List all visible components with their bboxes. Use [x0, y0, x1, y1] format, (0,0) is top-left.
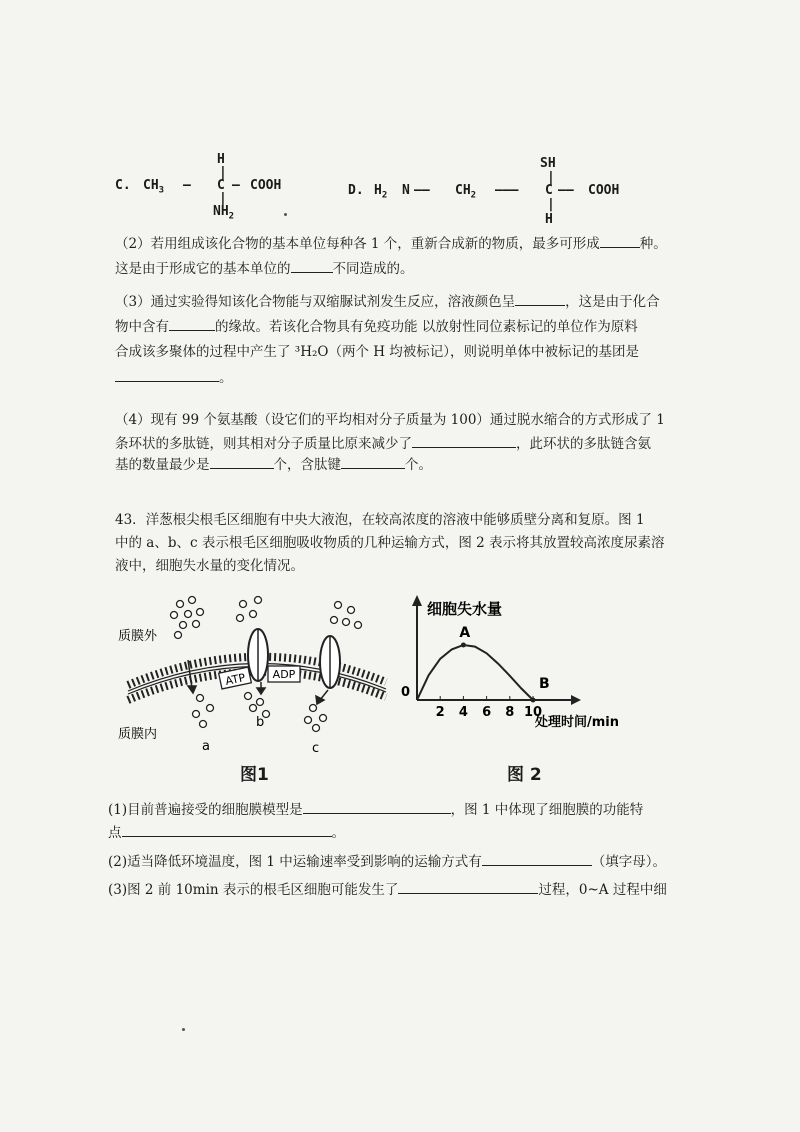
inside-label: 质膜内	[118, 727, 158, 742]
q2-line-2-end: 不同造成的。	[332, 261, 414, 277]
q4-blank-1[interactable]	[412, 434, 516, 448]
q43-line-2: 中的 a、b、c 表示根毛区细胞吸收物质的几种运输方式，图 2 表示将其放置较高浓度尿素溶	[115, 535, 665, 551]
option-d-ch2: $CH_2$	[455, 183, 477, 201]
option-d-top-group: SH	[540, 156, 556, 171]
sub-q2-text: (2)适当降低环境温度，图 1 中运输速率受到影响的运输方式有	[108, 854, 482, 870]
atp-box	[219, 667, 252, 689]
sub-q3-line	[108, 880, 667, 899]
sub-q3-text: (3)图 2 前 10min 表示的根毛区细胞可能发生了	[108, 882, 399, 898]
q2-line-1	[115, 234, 667, 253]
figure-1-membrane	[108, 590, 411, 765]
q2-line-2-text: 这是由于形成它的基本单位的	[115, 261, 291, 277]
figure-1-caption: 图1	[240, 765, 269, 785]
q4-line-2-text: 条环状的多肽链，则其相对分子质量比原来减少了	[115, 436, 412, 452]
option-c-left-group: $CH_3$	[143, 178, 165, 196]
option-d-bond-2: ———	[495, 183, 519, 198]
q4-line-3-end: 个。	[405, 457, 432, 473]
q4-line-2-end: ，此环状的多肽链含氨	[516, 436, 651, 452]
option-d-bond-1: ——	[414, 183, 430, 198]
x-tick-label-2: 2	[435, 705, 445, 720]
option-d-h2: $H_2$	[374, 183, 388, 201]
q3-line-4	[115, 368, 233, 387]
sub-q2-blank[interactable]	[482, 852, 592, 866]
outside-label: 质膜外	[118, 629, 158, 644]
scan-speck	[182, 1028, 185, 1031]
sub-q1-rest: ，图 1 中体现了细胞膜的功能特	[450, 802, 644, 818]
sub-q1-line-2-text: 点	[108, 825, 122, 841]
sub-q3-blank[interactable]	[398, 880, 538, 894]
x-axis-arrow	[571, 695, 581, 705]
option-c-top-atom: H	[217, 152, 225, 167]
q3-line-3: 合成该多聚体的过程中产生了 ³H₂O（两个 H 均被标记），则说明单体中被标记的基团是	[115, 344, 640, 360]
scan-speck	[284, 213, 287, 216]
option-d-bond-top: |	[547, 170, 555, 185]
option-c-bottom-group: $NH_2$	[213, 204, 235, 222]
q3-blank-2[interactable]	[169, 317, 215, 331]
q4-line-3	[115, 455, 432, 474]
sub-q2-line	[108, 852, 666, 871]
q4-blank-3[interactable]	[341, 455, 405, 469]
x-tick-label-4: 4	[458, 705, 468, 720]
option-d-right-group: COOH	[588, 183, 620, 198]
sub-q3-rest: 过程，0~A 过程中细	[538, 882, 667, 898]
option-d-n: N	[402, 183, 410, 198]
option-d-label: D.	[348, 183, 364, 198]
point-a	[461, 643, 466, 648]
option-c-right-group: COOH	[250, 178, 282, 193]
sub-q2-end: （填字母）。	[591, 854, 667, 870]
q43-line-3: 液中，细胞失水量的变化情况。	[115, 558, 304, 574]
q2-line-1-end: 种。	[639, 236, 667, 252]
y-axis-arrow	[412, 595, 422, 606]
q2-blank-2[interactable]	[291, 259, 333, 273]
option-d-bond-bottom: |	[547, 197, 555, 212]
q3-line-2	[115, 317, 638, 336]
q2-line-1-text: （2）若用组成该化合物的基本单位每种各 1 个，重新合成新的物质，最多可形成	[115, 236, 600, 252]
q4-line-3-mid: 个，含肽键	[273, 457, 341, 473]
water-loss-curve	[417, 645, 533, 700]
adp-label: ADP	[272, 668, 296, 681]
figure-2-chart	[395, 592, 655, 742]
origin-label: 0	[401, 685, 411, 700]
y-axis-label: 细胞失水量	[427, 600, 503, 618]
sub-q1-blank-2[interactable]	[122, 823, 332, 837]
figure-2-caption: 图 2	[507, 765, 542, 785]
q3-line-1-end: ，这是由于化合	[565, 294, 660, 310]
q4-line-2	[115, 434, 651, 453]
option-c-bond-left: —	[183, 178, 191, 193]
option-d-center-atom: C	[545, 183, 553, 198]
option-d-bond-3: ——	[558, 183, 574, 198]
sub-q1-blank-1[interactable]	[303, 800, 451, 814]
q3-line-1	[115, 292, 660, 311]
q4-line-1: （4）现有 99 个氨基酸（设它们的平均相对分子质量为 100）通过脱水缩合的方式形成了 1	[115, 412, 665, 428]
point-label-a: A	[459, 625, 471, 641]
label-b: b	[256, 715, 265, 730]
q43-line-1: 43．洋葱根尖根毛区细胞有中央大液泡，在较高浓度的溶液中能够质壁分离和复原。图 1	[115, 512, 645, 528]
transport-protein-c	[320, 636, 340, 688]
option-c-center-atom: C	[217, 178, 225, 193]
q4-line-3-text: 基的数量最少是	[115, 457, 210, 473]
q2-line-2	[115, 259, 414, 278]
sub-q1-line-1	[108, 800, 643, 819]
q3-line-2-rest: 的缘故。若该化合物具有免疫功能 以放射性同位素标记的单位作为原料	[215, 319, 638, 335]
x-tick-label-8: 8	[505, 705, 515, 720]
transport-protein-b	[248, 629, 268, 681]
x-tick-label-6: 6	[482, 705, 492, 720]
x-tick-label-10: 10	[523, 705, 543, 720]
option-c-bond-bottom: |	[219, 191, 227, 206]
q3-line-4-end: 。	[219, 370, 233, 386]
option-c-bond-right: —	[232, 178, 240, 193]
label-a: a	[202, 739, 210, 754]
x-axis-label: 处理时间/min	[535, 715, 620, 730]
sub-q1-line-2-end: 。	[331, 825, 345, 841]
option-c-label: C.	[115, 178, 131, 193]
q3-blank-1[interactable]	[515, 292, 565, 306]
q3-line-2-text: 物中含有	[115, 319, 169, 335]
label-c: c	[312, 741, 320, 756]
atp-label: ATP	[224, 671, 247, 688]
sub-q1-line-2	[108, 823, 345, 842]
q3-blank-3[interactable]	[115, 368, 219, 382]
q3-line-1-text: （3）通过实验得知该化合物能与双缩脲试剂发生反应，溶液颜色呈	[115, 294, 516, 310]
sub-q1-text: (1)目前普遍接受的细胞膜模型是	[108, 802, 303, 818]
option-c-bond-top: |	[219, 165, 227, 180]
point-label-b: B	[539, 676, 550, 692]
q2-blank-1[interactable]	[600, 234, 640, 248]
adp-box	[268, 666, 300, 682]
point-b	[531, 698, 536, 703]
option-d-bottom-atom: H	[545, 212, 553, 227]
q4-blank-2[interactable]	[210, 455, 274, 469]
